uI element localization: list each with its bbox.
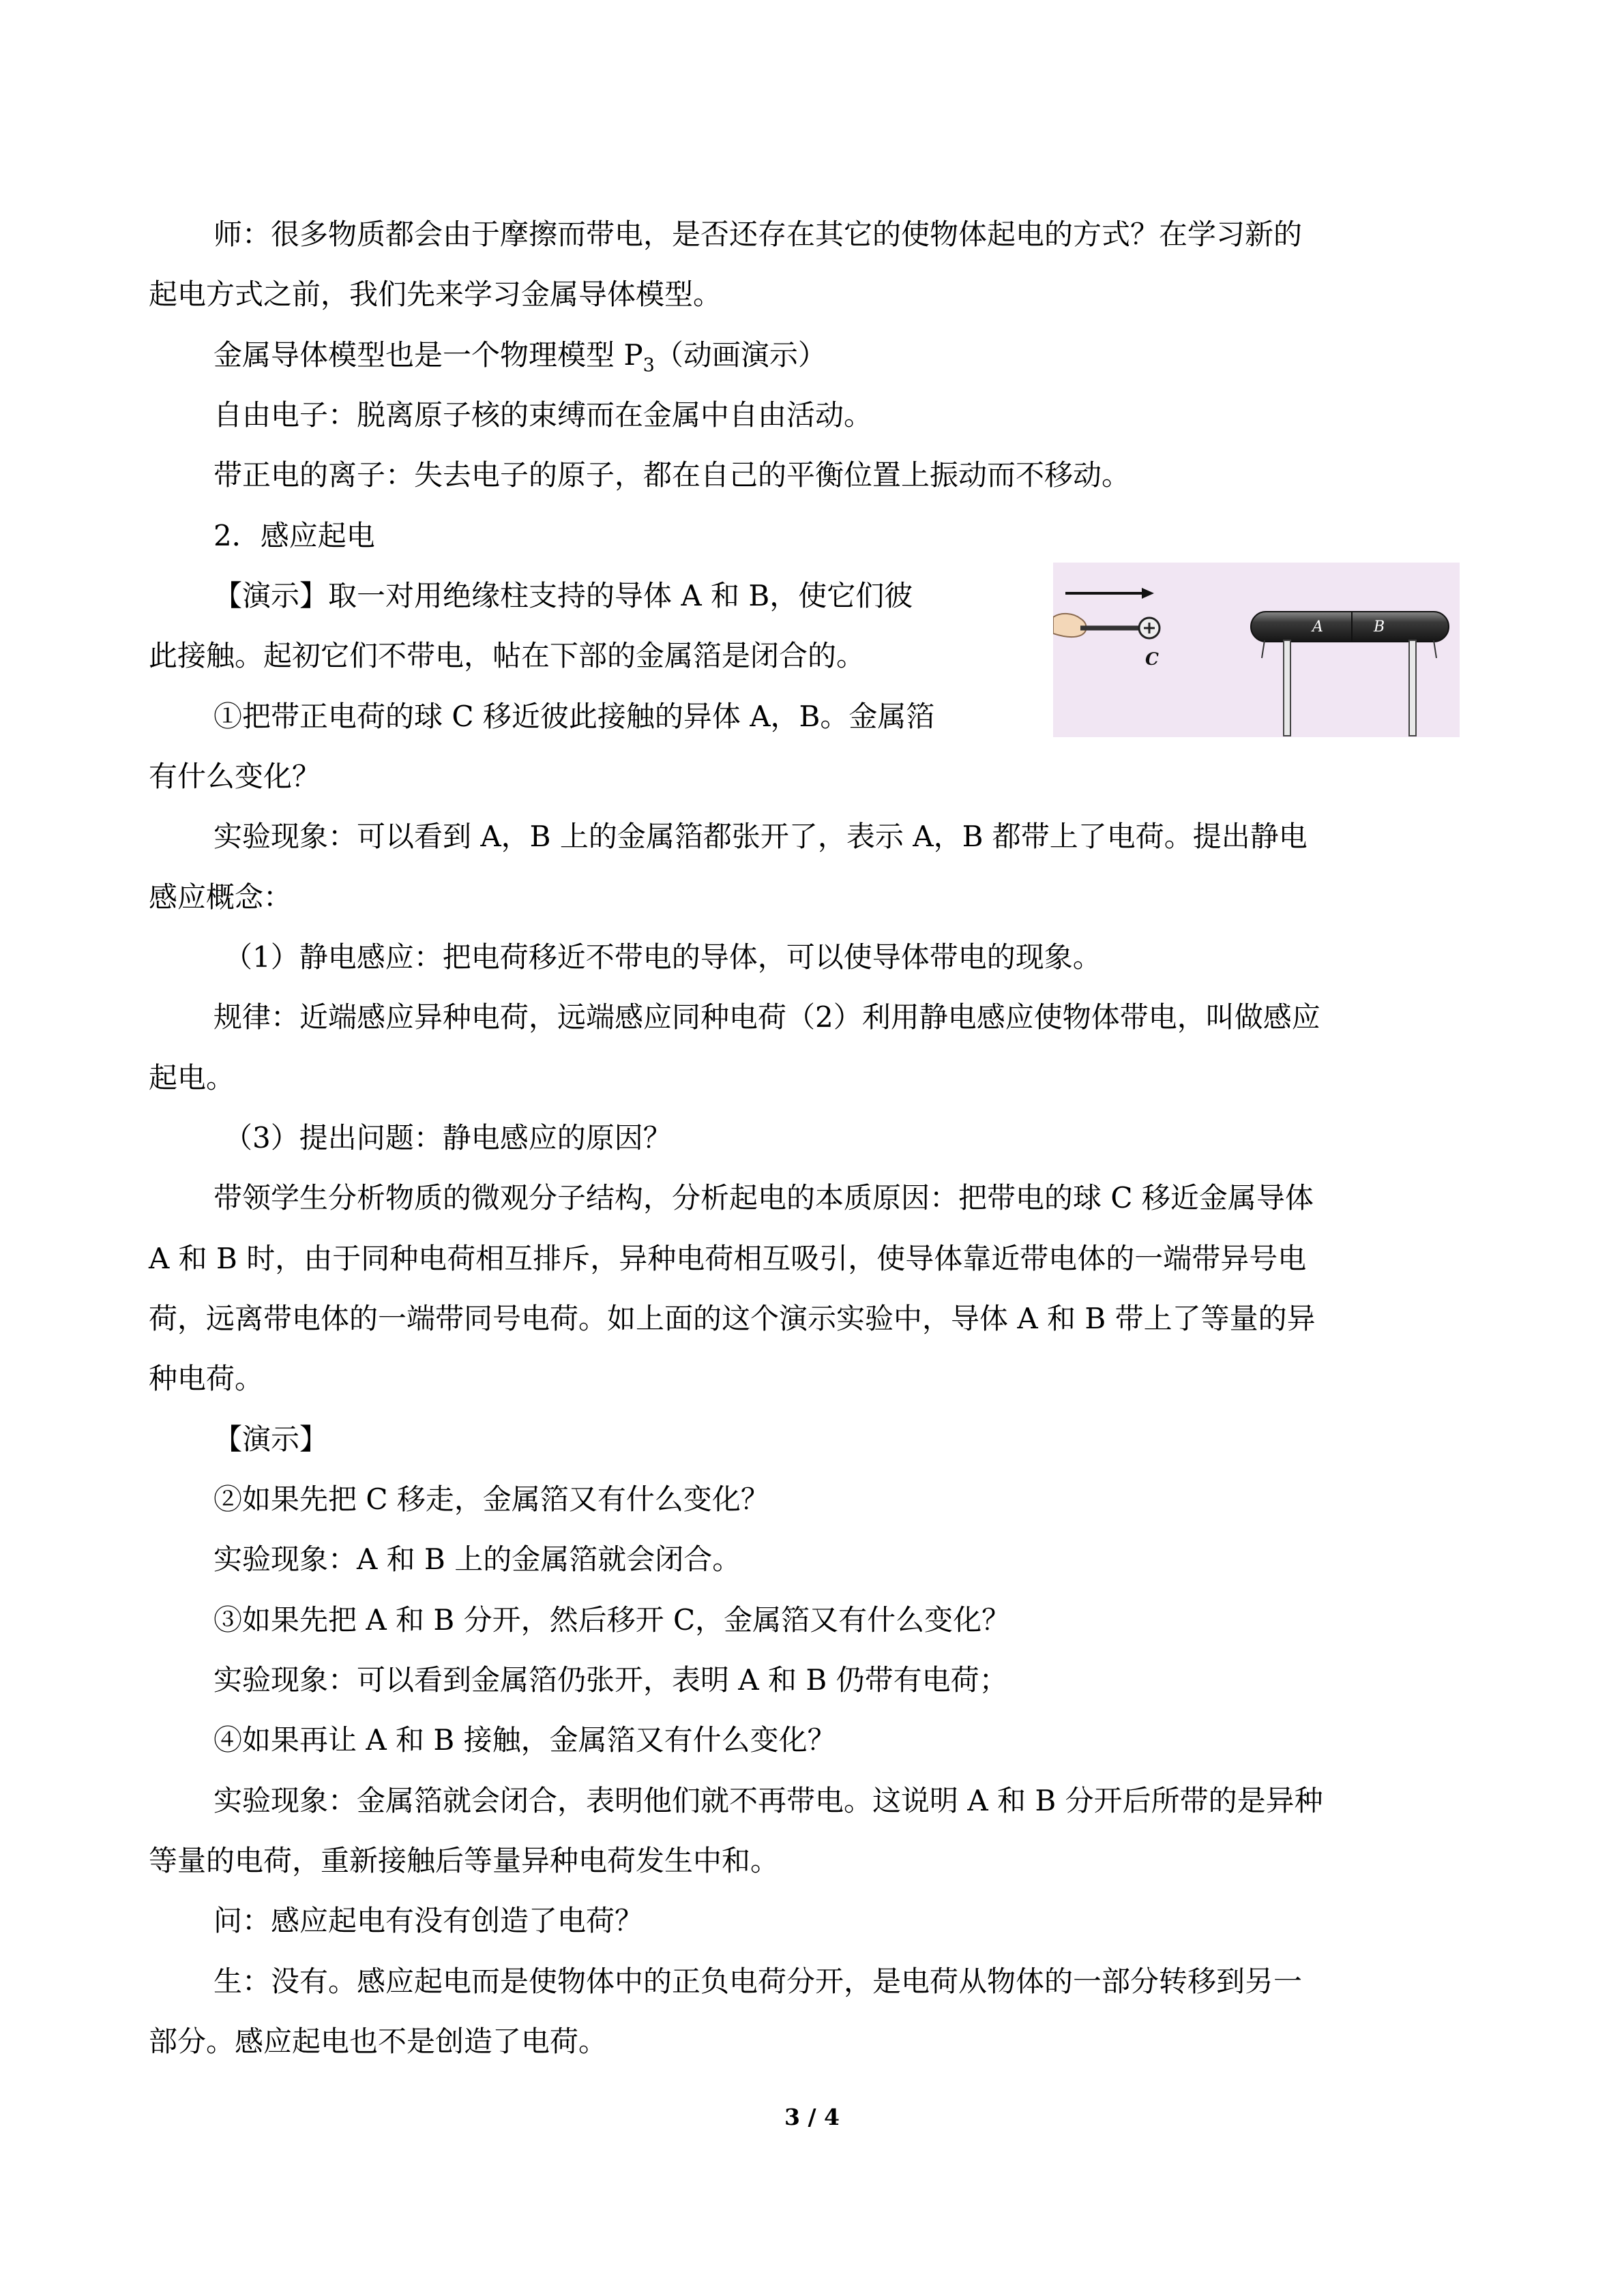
paragraph-line: 实验现象：金属箔就会闭合，表明他们就不再带电。这说明 A 和 B 分开后所带的是异种: [213, 1784, 1323, 1817]
paragraph-line: 带领学生分析物质的微观分子结构，分析起电的本质原因：把带电的球 C 移近金属导体: [213, 1181, 1314, 1214]
paragraph-line: 金属导体模型也是一个物理模型 $P_3$（动画演示）: [213, 338, 827, 376]
paragraph-line: 荷，远离带电体的一端带同号电荷。如上面的这个演示实验中，导体 A 和 B 带上了等量的异: [149, 1302, 1316, 1335]
paragraph-line: A 和 B 时，由于同种电荷相互排斥，异种电荷相互吸引，使导体靠近带电体的一端带异号电: [149, 1242, 1307, 1275]
paragraph-line: 规律：近端感应异种电荷，远端感应同种电荷（2）利用静电感应使物体带电，叫做感应: [213, 1000, 1320, 1034]
paragraph-line: 起电方式之前，我们先来学习金属导体模型。: [149, 278, 722, 311]
paragraph-line: 此接触。起初它们不带电，帖在下部的金属箔是闭合的。: [149, 639, 866, 672]
paragraph-line: 【演示】取一对用绝缘柱支持的导体 A 和 B，使它们彼: [213, 579, 913, 612]
label-b: B: [1374, 618, 1385, 636]
paragraph-line: 实验现象：可以看到 A，B 上的金属箔都张开了，表示 A，B 都带上了电荷。提出静电: [213, 820, 1308, 853]
paragraph-line: 问：感应起电有没有创造了电荷？: [213, 1904, 644, 1937]
label-c: C: [1145, 649, 1159, 669]
paragraph-line: ②如果先把 C 移走，金属箔又有什么变化？: [213, 1482, 769, 1516]
paragraph-line: 实验现象：可以看到金属箔仍张开，表明 A 和 B 仍带有电荷；: [213, 1663, 1008, 1697]
figure-background: [1053, 563, 1460, 737]
insulating-stand-a: [1284, 640, 1290, 736]
paragraph-line: 师：很多物质都会由于摩擦而带电，是否还存在其它的使物体起电的方式？在学习新的: [213, 218, 1303, 251]
insulating-stand-b: [1409, 640, 1416, 736]
page-number: 3 / 4: [784, 2104, 840, 2130]
paragraph-line: （1）静电感应：把电荷移近不带电的导体，可以使导体带电的现象。: [224, 940, 1102, 974]
paragraph-line: 部分。感应起电也不是创造了电荷。: [149, 2025, 608, 2058]
paragraph-line: 生：没有。感应起电而是使物体中的正负电荷分开，是电荷从物体的一部分转移到另一: [213, 1965, 1303, 1998]
paragraph-line: ④如果再让 A 和 B 接触，金属箔又有什么变化？: [213, 1723, 836, 1757]
subscript: 3: [643, 355, 655, 376]
label-a: A: [1312, 618, 1323, 636]
paragraph-line: 等量的电荷，重新接触后等量异种电荷发生中和。: [149, 1844, 780, 1877]
paragraph-line: （3）提出问题：静电感应的原因？: [224, 1121, 672, 1154]
paragraph-line: 自由电子：脱离原子核的束缚而在金属中自由活动。: [213, 398, 873, 432]
paragraph-line: 实验现象：A 和 B 上的金属箔就会闭合。: [213, 1542, 741, 1576]
paragraph-line: 种电荷。: [149, 1362, 264, 1395]
paragraph-line: ①把带正电荷的球 C 移近彼此接触的异体 A，B。金属箔: [213, 700, 935, 733]
paragraph-line: 【演示】: [213, 1422, 329, 1456]
paragraph-line: 有什么变化？: [149, 760, 321, 793]
electrostatic-induction-illustration: [1053, 563, 1460, 737]
conductor-ab: [1251, 612, 1449, 642]
paragraph-line: 带正电的离子：失去电子的原子，都在自己的平衡位置上振动而不移动。: [213, 458, 1131, 492]
paragraph-line: 感应概念：: [149, 880, 293, 914]
paragraph-line: 起电。: [149, 1061, 235, 1094]
section-heading: 2．感应起电: [213, 519, 375, 552]
paragraph-line: ③如果先把 A 和 B 分开，然后移开 C，金属箔又有什么变化？: [213, 1603, 1011, 1637]
